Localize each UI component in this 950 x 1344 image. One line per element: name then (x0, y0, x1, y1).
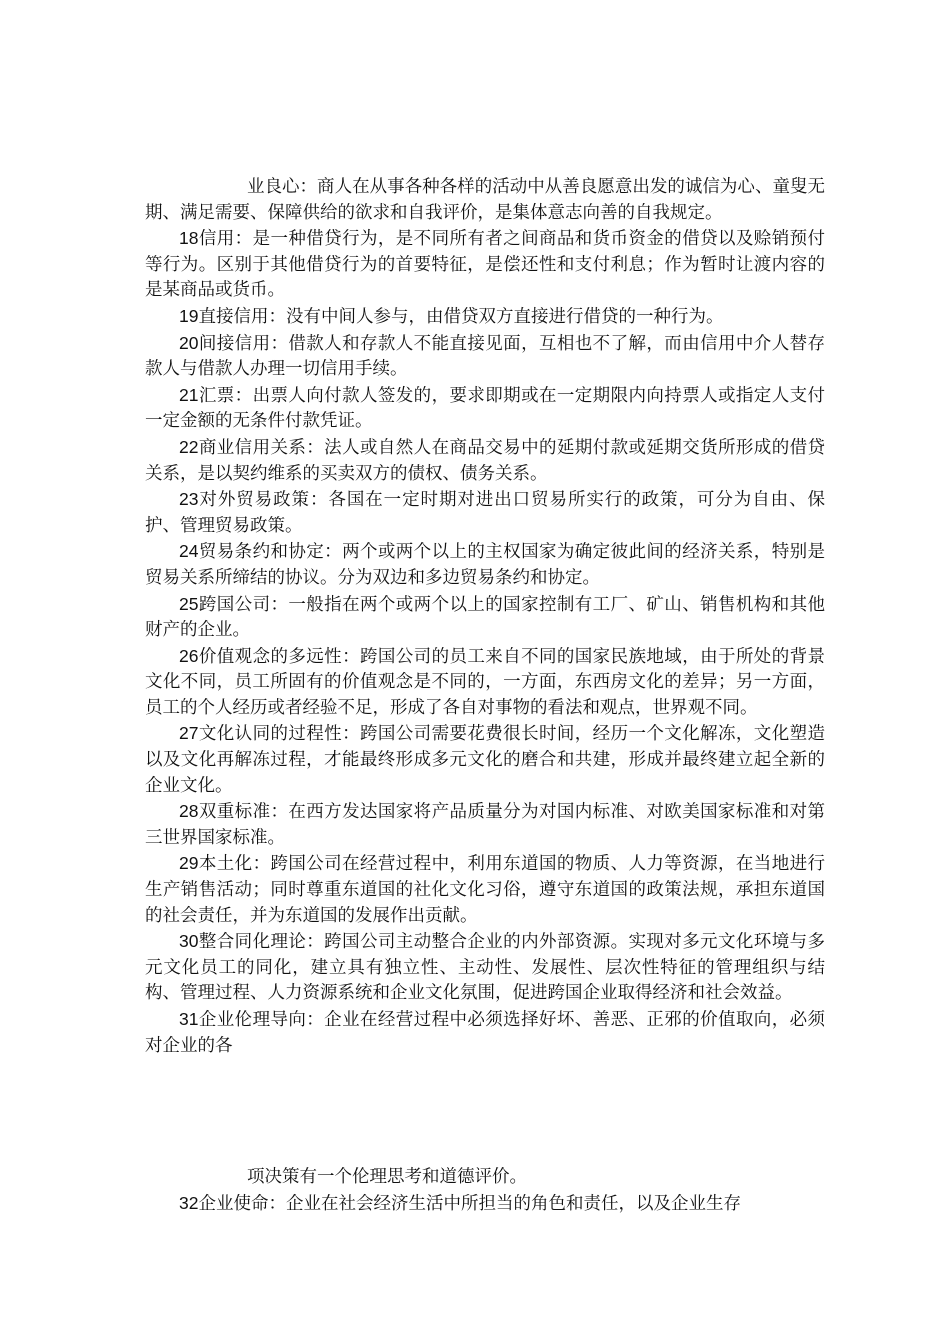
entry-number: 31 (179, 1009, 199, 1029)
entry-paragraph (145, 487, 825, 539)
entry-text: 企业使命：企业在社会经济生活中所担当的角色和责任，以及企业生存 (198, 1193, 741, 1214)
continuation-paragraph-lower: 项决策有一个伦理思考和道德评价。 (247, 1167, 527, 1187)
entry-text: 文化认同的过程性：跨国公司需要花费很长时间，经历一个文化解冻，文化塑造以及文化再解冻过程，才能最终形成多元文化的磨合和共建，形成并最终建立起全新的企业文化。 (145, 724, 825, 796)
entry-text: 商业信用关系：法人或自然人在商品交易中的延期付款或延期交货所形成的借贷关系，是以契约维系的买卖双方的债权、债务关系。 (145, 437, 825, 484)
entry-paragraph (145, 331, 825, 383)
entry-text: 跨国公司：一般指在两个或两个以上的国家控制有工厂、矿山、销售机构和其他财产的企业。 (145, 594, 825, 641)
entry-number: 28 (179, 801, 199, 822)
entry-text: 直接信用：没有中间人参与，由借贷双方直接进行借贷的一种行为。 (198, 306, 724, 327)
entry-text: 间接信用：借款人和存款人不能直接见面，互相也不了解，而由信用中介人替存款人与借款人办理一切信用手续。 (145, 333, 825, 380)
entry-paragraph (145, 1191, 825, 1218)
entry-number: 25 (179, 593, 199, 614)
entry-text: 汇票：出票人向付款人签发的，要求即期或在一定期限内向持票人或指定人支付一定金额的无条件付款凭证。 (145, 385, 825, 432)
entry-text: 贸易条约和协定：两个或两个以上的主权国家为确定彼此间的经济关系，特别是贸易关系所缔结的协议。分为双边和多边贸易条约和协定。 (145, 542, 825, 588)
entry-number: 22 (179, 436, 199, 457)
entry-number: 30 (179, 931, 199, 952)
entry-text: 双重标准：在西方发达国家将产品质量分为对国内标准、对欧美国家标准和对第三世界国家标准。 (145, 802, 825, 848)
entry-number: 21 (179, 384, 199, 405)
entry-number: 29 (179, 853, 199, 874)
entry-paragraph (145, 226, 825, 304)
entry-text: 企业伦理导向：企业在经营过程中必须选择好坏、善恶、正邪的价值取向，必须对企业的各 (145, 1010, 825, 1056)
entry-paragraph (145, 799, 825, 851)
entry-number: 26 (179, 645, 199, 666)
entry-paragraph (145, 1007, 825, 1059)
entry-paragraph (145, 435, 825, 487)
entry-number: 18 (179, 228, 199, 249)
entry-text: 本土化：跨国公司在经营过程中，利用东道国的物质、人力等资源，在当地进行生产销售活动；同时尊重东道国的社化文化习俗，遵守东道国的政策法规，承担东道国的社会责任，并为东道国的发展作出贡献。 (145, 854, 825, 926)
entry-text: 对外贸易政策：各国在一定时期对进出口贸易所实行的政策，可分为自由、保护、管理贸易政策。 (145, 490, 825, 536)
continuation-paragraph: 业良心：商人在从事各种各样的活动中从善良愿意出发的诚信为心、童叟无期、满足需要、保障供给的欲求和自我评价，是集体意志向善的自我规定。 (145, 177, 825, 223)
entry-paragraph (145, 644, 825, 722)
entry-paragraph (145, 539, 825, 591)
entry-number: 32 (179, 1192, 199, 1213)
entry-paragraph (145, 592, 825, 644)
entry-text: 价值观念的多远性：跨国公司的员工来自不同的国家民族地域，由于所处的背景文化不同，员工所固有的价值观念是不同的，一方面，东西房文化的差异；另一方面，员工的个人经历或者经验不足，形成了各自对事物的看法和观点，世界观不同。 (145, 646, 825, 718)
entry-list (145, 226, 825, 1059)
entry-text: 整合同化理论：跨国公司主动整合企业的内外部资源。实现对多元文化环境与多元文化员工的同化，建立具有独立性、主动性、发展性、层次性特征的管理组织与结构、管理过程、人力资源系统和企业文化氛围，促进跨国企业取得经济和社会效益。 (145, 932, 825, 1004)
entry-paragraph (145, 304, 825, 331)
entry-paragraph (145, 383, 825, 435)
entry-number: 20 (179, 332, 199, 353)
entry-number: 27 (179, 723, 199, 744)
entry-paragraph (145, 851, 825, 929)
entry-paragraph (145, 721, 825, 799)
entry-number: 23 (179, 489, 199, 510)
text-block-lower (145, 1165, 825, 1217)
entry-text: 信用：是一种借贷行为，是不同所有者之间商品和货币资金的借贷以及赊销预付等行为。区别于其他借贷行为的首要特征，是偿还性和支付利息；作为暂时让渡内容的是某商品或货币。 (145, 229, 825, 301)
entry-number: 19 (179, 305, 199, 326)
entry-number: 24 (179, 541, 199, 562)
text-block-upper (145, 175, 825, 1059)
entry-paragraph (145, 929, 825, 1007)
